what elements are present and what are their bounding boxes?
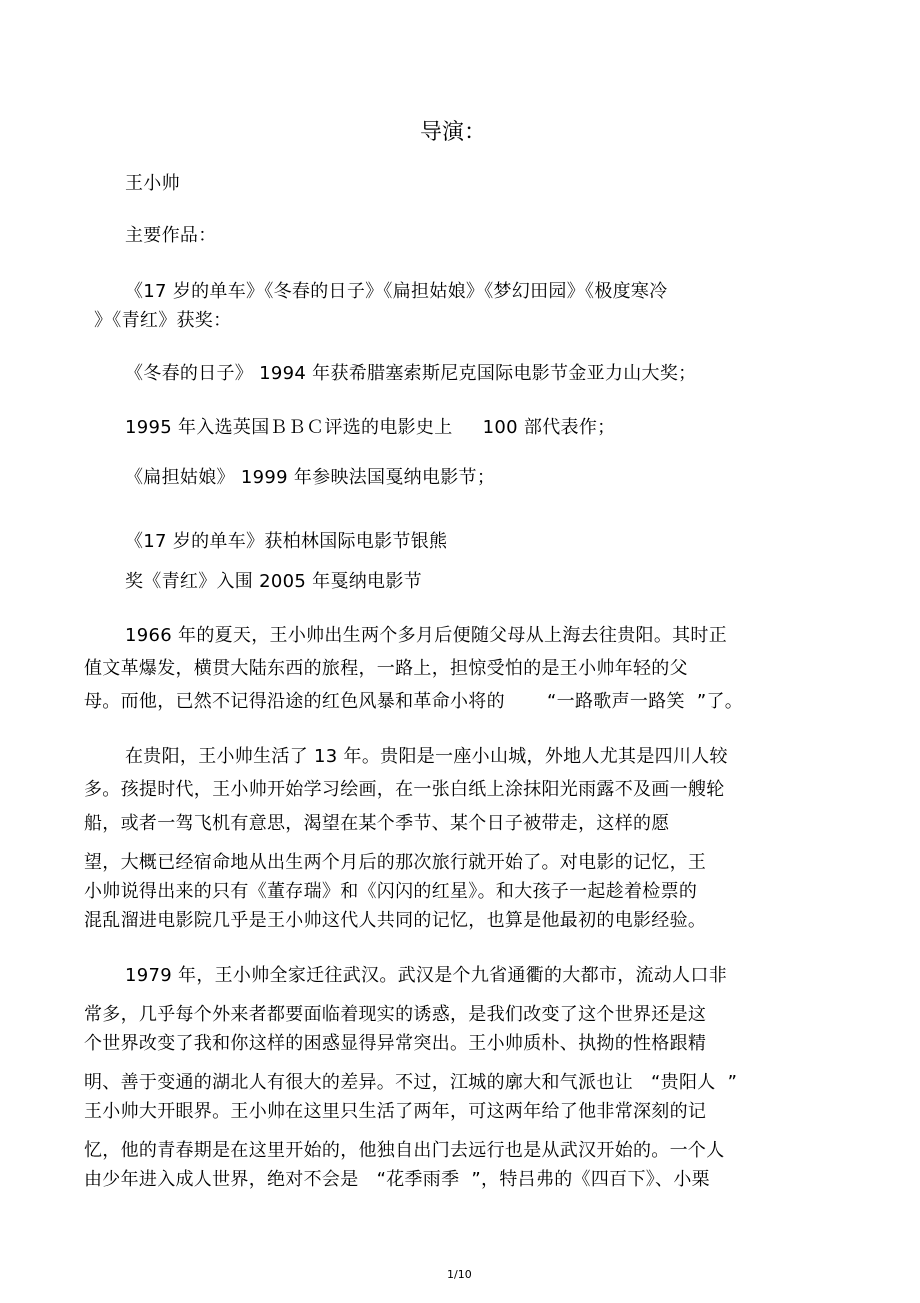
paragraph-line: 王小帅大开眼界。王小帅在这里只生活了两年，可这两年给了他非常深刻的记 [84,1101,707,1122]
award-line: 《17 岁的单车》获柏林国际电影节银熊 [125,531,448,552]
paragraph-line: 忆，他的青春期是在这里开始的，他独自出门去远行也是从武汉开始的。一个人 [84,1140,725,1161]
works-heading: 主要作品： [125,225,217,246]
works-line: 》《青红》获奖： [94,310,232,331]
award-line: 奖《青红》入围 2005 年戛纳电影节 [125,571,422,592]
award-line: 《扁担姑娘》 1999 年参映法国戛纳电影节； [125,467,496,488]
page-number: 1/10 [447,1268,472,1281]
paragraph-line: 母。而他，已然不记得沿途的红色风暴和革命小将的 “一路歌声一路笑 ”了。 [84,691,744,712]
paragraph-line: 多。孩提时代，王小帅开始学习绘画，在一张白纸上涂抹阳光雨露不及画一艘轮 [84,779,725,800]
paragraph-line: 小帅说得出来的只有《董存瑞》和《闪闪的红星》。和大孩子一起趁着检票的 [84,881,698,902]
paragraph-line: 个世界改变了我和你这样的困惑显得异常突出。王小帅质朴、执拗的性格跟精 [84,1033,707,1054]
works-line: 《17 岁的单车》《冬春的日子》《扁担姑娘》《梦幻田园》《极度寒冷 [125,281,668,302]
award-line: 《冬春的日子》 1994 年获希腊塞索斯尼克国际电影节金亚力山大奖； [125,363,697,384]
paragraph-line: 1966 年的夏天，王小帅出生两个多月后便随父母从上海去往贵阳。其时正 [125,625,728,646]
page-title: 导演： [420,120,487,145]
paragraph-line: 船，或者一驾飞机有意思，渴望在某个季节、某个日子被带走，这样的愿 [84,813,670,834]
paragraph-line: 1979 年，王小帅全家迁往武汉。武汉是个九省通衢的大都市，流动人口非 [125,965,728,986]
paragraph-line: 常多，几乎每个外来者都要面临着现实的诱惑，是我们改变了这个世界还是这 [84,1004,707,1025]
director-name: 王小帅 [125,173,180,194]
paragraph-line: 明、善于变通的湖北人有很大的差异。不过，江城的廓大和气派也让 “贵阳人 ” [84,1072,738,1093]
paragraph-line: 由少年进入成人世界，绝对不会是 “花季雨季 ”，特吕弗的《四百下》、小栗 [84,1169,710,1190]
paragraph-line: 望，大概已经宿命地从出生两个月后的那次旅行就开始了。对电影的记忆，王 [84,852,707,873]
award-line: 1995 年入选英国ＢＢＣ评选的电影史上 100 部代表作； [125,417,616,438]
paragraph-line: 混乱溜进电影院几乎是王小帅这代人共同的记忆，也算是他最初的电影经验。 [84,910,707,931]
paragraph-line: 值文革爆发，横贯大陆东西的旅程，一路上，担惊受怕的是王小帅年轻的父 [84,658,688,679]
paragraph-line: 在贵阳，王小帅生活了 13 年。贵阳是一座小山城，外地人尤其是四川人较 [125,746,728,767]
